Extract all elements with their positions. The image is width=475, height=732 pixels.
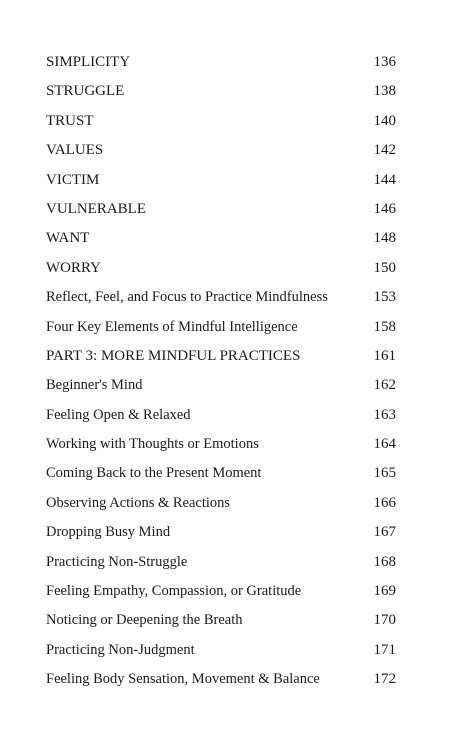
toc-entry-page: 172 [373,671,396,688]
toc-entry [46,77,396,106]
toc-entry-page: 169 [373,583,396,600]
toc-entry-title: Feeling Open & Relaxed [46,406,191,423]
toc-entry-title: TRUST [46,112,94,129]
toc-entry-title: Feeling Body Sensation, Movement & Balance [46,671,320,688]
toc-part-heading [46,342,396,371]
toc-entry-page: 167 [373,524,396,541]
toc-entry-page: 163 [373,406,396,423]
toc-entry-title: VULNERABLE [46,200,146,217]
toc-entry [46,518,396,547]
toc-entry-page: 142 [373,142,396,159]
toc-entry-title: WORRY [46,259,102,276]
toc-entry-title: PART 3: MORE MINDFUL PRACTICES [46,347,301,364]
toc-entry-page: 168 [373,553,396,570]
toc-entry-page: 148 [373,230,396,247]
toc-entry-page: 158 [373,318,396,335]
toc-entry-title: Coming Back to the Present Moment [46,465,262,482]
toc-entry [46,313,396,342]
toc-entry-page: 170 [373,612,396,629]
toc-entry-title: Working with Thoughts or Emotions [46,436,259,453]
toc-entry-page: 153 [373,289,396,306]
toc-entry [46,195,396,224]
toc-entry-title: Reflect, Feel, and Focus to Practice Mindfulness [46,289,328,306]
table-of-contents [46,48,396,695]
toc-entry-page: 162 [373,377,396,394]
toc-entry [46,371,396,400]
toc-entry-title: VALUES [46,142,104,159]
toc-entry [46,548,396,577]
toc-entry-page: 140 [373,112,396,129]
toc-entry-page: 166 [373,494,396,511]
toc-entry [46,166,396,195]
toc-entry-title: Practicing Non-Struggle [46,553,188,570]
toc-entry [46,136,396,165]
toc-entry [46,401,396,430]
toc-entry [46,606,396,635]
toc-entry-page: 138 [373,83,396,100]
toc-entry [46,577,396,606]
toc-entry-title: SIMPLICITY [46,54,131,70]
toc-entry [46,224,396,253]
toc-entry-title: Dropping Busy Mind [46,524,171,541]
toc-entry-page: 136 [373,54,396,70]
toc-entry-title: Four Key Elements of Mindful Intelligence [46,318,298,335]
toc-entry-title: Practicing Non-Judgment [46,641,195,658]
toc-entry-page: 146 [373,200,396,217]
toc-entry-title: Noticing or Deepening the Breath [46,612,243,629]
toc-entry [46,489,396,518]
toc-entry-title: WANT [46,230,90,247]
toc-entry [46,636,396,665]
toc-entry-page: 144 [373,171,396,188]
toc-entry-title: VICTIM [46,171,100,188]
toc-entry-page: 150 [373,259,396,276]
toc-entry-title: Beginner's Mind [46,377,143,394]
toc-entry-page: 164 [373,436,396,453]
toc-entry [46,254,396,283]
toc-entry-title: STRUGGLE [46,83,125,100]
toc-entry-page: 161 [373,347,396,364]
toc-entry [46,283,396,312]
toc-entry [46,665,396,694]
toc-entry-title: Observing Actions & Reactions [46,494,231,511]
toc-entry-page: 171 [373,641,396,658]
toc-entry [46,430,396,459]
toc-entry [46,107,396,136]
toc-entry [46,48,396,77]
toc-entry-title: Feeling Empathy, Compassion, or Gratitude [46,583,302,600]
toc-entry [46,459,396,488]
toc-entry-page: 165 [373,465,396,482]
